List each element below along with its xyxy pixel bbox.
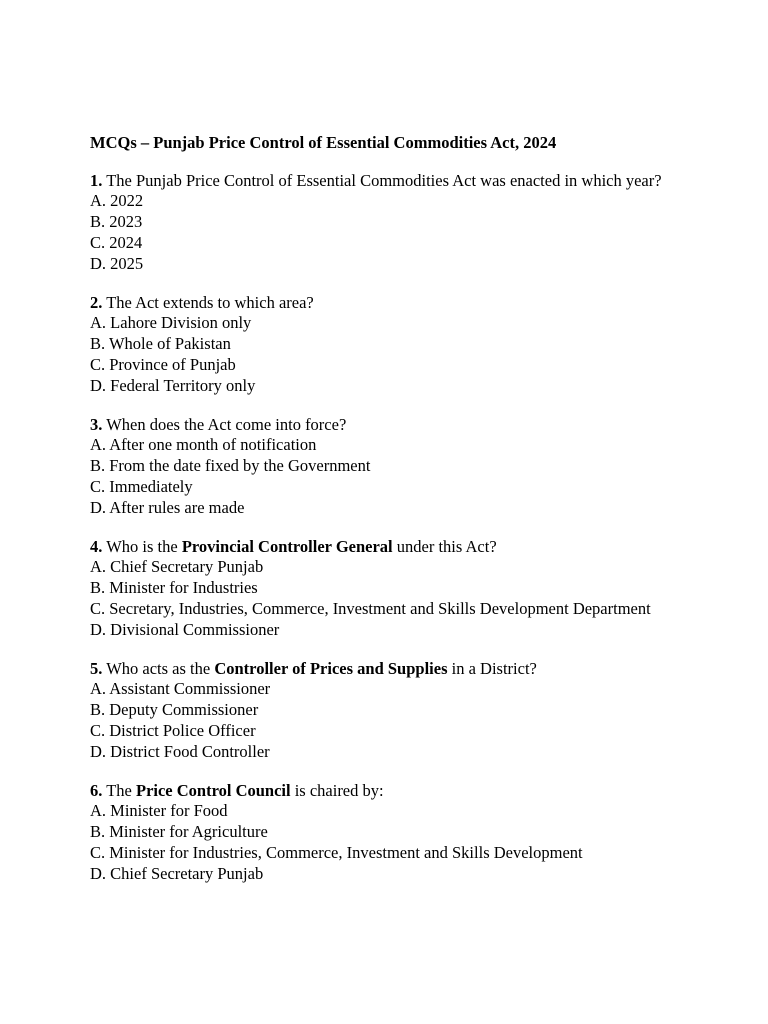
option-d: D. After rules are made [90,497,245,517]
option-d: D. District Food Controller [90,741,270,761]
option-b: B. Minister for Agriculture [90,822,268,842]
option-b: B. Whole of Pakistan [90,334,231,354]
question-number: 3. [90,414,103,434]
question-text-part: Who acts as the [102,658,215,678]
question-text-part: is chaired by: [290,780,384,800]
option-b: B. 2023 [90,212,143,232]
option-a: A. Lahore Division only [90,313,252,333]
question-text [90,293,690,314]
question-5 [90,659,690,763]
question-text-part: under this Act? [392,536,497,556]
option-a: A. Minister for Food [90,801,228,821]
option-c: C. Secretary, Industries, Commerce, Investment and Skills Development Department [90,598,651,618]
option-c: C. Immediately [90,476,193,496]
document-page [90,133,690,903]
document-title: MCQs – Punjab Price Control of Essential Commodities Act, 2024 [90,133,557,152]
question-number: 5. [90,658,103,678]
question-1 [90,171,690,275]
option-d: D. Chief Secretary Punjab [90,863,264,883]
question-number: 6. [90,780,103,800]
option-b: B. Minister for Industries [90,578,258,598]
option-b: B. From the date fixed by the Government [90,456,371,476]
question-6 [90,781,690,885]
option-d: D. Divisional Commissioner [90,619,280,639]
question-3 [90,415,690,519]
option-c: C. Province of Punjab [90,354,236,374]
option-a: A. Assistant Commissioner [90,679,271,699]
question-text [90,415,690,436]
question-number: 2. [90,292,103,312]
question-text [90,537,690,558]
option-c: C. District Police Officer [90,720,256,740]
question-2 [90,293,690,397]
question-key-term: Provincial Controller General [181,536,393,556]
question-text-part: Who is the [102,536,182,556]
question-text [90,171,690,192]
question-text-part: The Act extends to which area? [102,292,314,312]
question-number: 4. [90,536,103,556]
question-number: 1. [90,170,103,190]
option-a: A. After one month of notification [90,435,317,455]
option-a: A. 2022 [90,191,144,211]
question-text [90,659,690,680]
question-key-term: Price Control Council [135,780,291,800]
question-text-part: When does the Act come into force? [102,414,347,434]
option-d: D. 2025 [90,253,144,273]
question-4 [90,537,690,641]
option-d: D. Federal Territory only [90,375,256,395]
option-c: C. Minister for Industries, Commerce, Investment and Skills Development [90,842,583,862]
option-a: A. Chief Secretary Punjab [90,557,264,577]
option-b: B. Deputy Commissioner [90,700,259,720]
question-text-part: The [102,780,136,800]
question-text [90,781,690,802]
question-key-term: Controller of Prices and Supplies [214,658,448,678]
option-c: C. 2024 [90,232,143,252]
question-text-part: in a District? [447,658,537,678]
question-text-part: The Punjab Price Control of Essential Commodities Act was enacted in which year? [102,170,662,190]
